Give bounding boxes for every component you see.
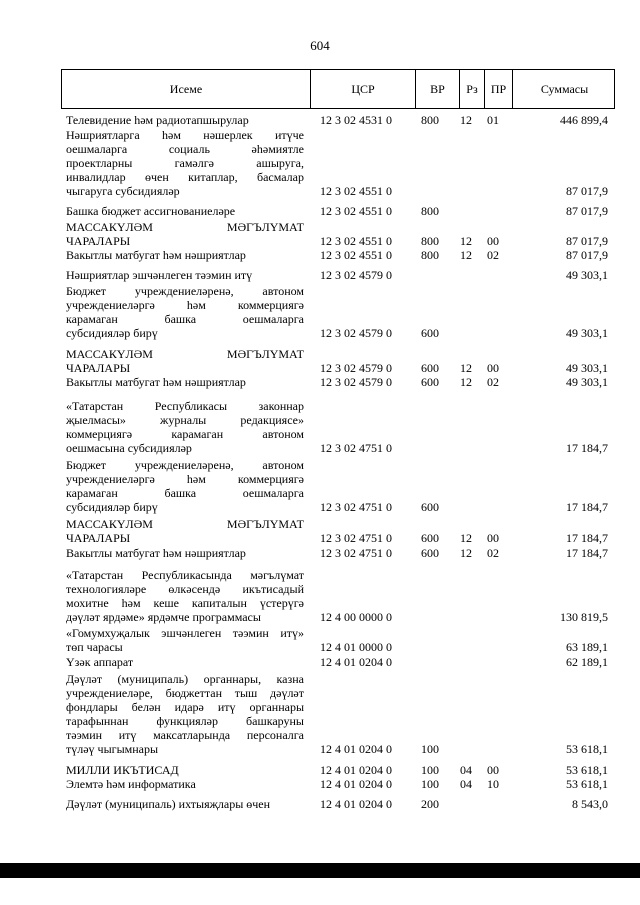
row-vr: 600 bbox=[421, 361, 439, 375]
table-row bbox=[0, 113, 640, 127]
table-row bbox=[0, 284, 640, 340]
row-rz: 12 bbox=[460, 234, 472, 248]
row-name-line: Дәүләт (муниципаль) ихтыяҗлары өчен bbox=[66, 797, 271, 811]
row-sum: 87 017,9 bbox=[566, 184, 608, 198]
row-sum: 49 303,1 bbox=[566, 375, 608, 389]
row-sum: 49 303,1 bbox=[566, 326, 608, 340]
row-name-line: Үзәк аппарат bbox=[66, 655, 134, 669]
row-csr: 12 4 00 0000 0 bbox=[320, 610, 392, 624]
row-sum: 87 017,9 bbox=[566, 204, 608, 218]
row-name-line: тарафыннан функцияләр башкаруны bbox=[66, 714, 304, 728]
row-name bbox=[66, 546, 304, 560]
row-name bbox=[66, 763, 304, 777]
row-csr: 12 4 01 0204 0 bbox=[320, 655, 392, 669]
row-sum: 130 819,5 bbox=[560, 610, 608, 624]
row-vr: 800 bbox=[421, 234, 439, 248]
row-name-line: МИЛЛИ ИКЪТИСАД bbox=[66, 763, 179, 777]
table-row bbox=[0, 458, 640, 514]
row-pr: 00 bbox=[487, 361, 499, 375]
row-name-line: Элемтә һәм информатика bbox=[66, 777, 196, 791]
row-csr: 12 3 02 4551 0 bbox=[320, 204, 392, 218]
row-name-line: Телевидение һәм радиотапшырулар bbox=[66, 113, 249, 127]
table-row bbox=[0, 128, 640, 198]
row-rz: 12 bbox=[460, 248, 472, 262]
row-csr: 12 4 01 0204 0 bbox=[320, 777, 392, 791]
row-name-line: тәэмин итү максатларында персоналга bbox=[66, 728, 304, 742]
row-vr: 600 bbox=[421, 326, 439, 340]
row-csr: 12 3 02 4531 0 bbox=[320, 113, 392, 127]
row-csr: 12 3 02 4579 0 bbox=[320, 268, 392, 282]
table-row bbox=[0, 763, 640, 777]
row-name bbox=[66, 797, 304, 811]
table-row bbox=[0, 672, 640, 756]
row-csr: 12 4 01 0204 0 bbox=[320, 797, 392, 811]
row-name bbox=[66, 777, 304, 791]
row-rz: 12 bbox=[460, 546, 472, 560]
row-name-line: ЧАРАЛАРЫ bbox=[66, 361, 131, 375]
row-csr: 12 4 01 0000 0 bbox=[320, 640, 392, 654]
row-sum: 17 184,7 bbox=[566, 441, 608, 455]
row-name-line: Башка бюджет ассигнованиеләре bbox=[66, 204, 236, 218]
table-row bbox=[0, 375, 640, 389]
row-name-line: субсидияләр бирү bbox=[66, 326, 158, 340]
row-name bbox=[66, 284, 304, 340]
row-sum: 17 184,7 bbox=[566, 546, 608, 560]
row-name bbox=[66, 220, 304, 248]
table-row bbox=[0, 655, 640, 669]
header-pr: ПР bbox=[484, 70, 512, 108]
row-name-line: Нәшриятларга һәм нәшерлек итүче bbox=[66, 128, 304, 142]
row-name bbox=[66, 626, 304, 654]
row-pr: 10 bbox=[487, 777, 499, 791]
row-pr: 00 bbox=[487, 763, 499, 777]
row-vr: 100 bbox=[421, 777, 439, 791]
row-sum: 17 184,7 bbox=[566, 531, 608, 545]
row-vr: 600 bbox=[421, 531, 439, 545]
header-sum: Суммасы bbox=[512, 70, 616, 108]
table-row bbox=[0, 268, 640, 282]
row-csr: 12 3 02 4551 0 bbox=[320, 248, 392, 262]
row-csr: 12 3 02 4551 0 bbox=[320, 184, 392, 198]
row-name-line: учреждениеләргә һәм коммерциягә bbox=[66, 472, 304, 486]
row-sum: 63 189,1 bbox=[566, 640, 608, 654]
row-csr: 12 3 02 4579 0 bbox=[320, 326, 392, 340]
row-name-line: учреждениеләре, бюджеттан тыш дәүләт bbox=[66, 686, 304, 700]
table-row bbox=[0, 248, 640, 262]
row-name-line: төп чарасы bbox=[66, 640, 123, 654]
row-name-line: Вакытлы матбугат һәм нәшриятлар bbox=[66, 375, 246, 389]
row-sum: 49 303,1 bbox=[566, 361, 608, 375]
row-sum: 53 618,1 bbox=[566, 777, 608, 791]
row-csr: 12 3 02 4751 0 bbox=[320, 546, 392, 560]
row-rz: 12 bbox=[460, 113, 472, 127]
table-row bbox=[0, 777, 640, 791]
row-vr: 800 bbox=[421, 248, 439, 262]
row-pr: 02 bbox=[487, 248, 499, 262]
row-vr: 100 bbox=[421, 742, 439, 756]
row-name-line: Вакытлы матбугат һәм нәшриятлар bbox=[66, 546, 246, 560]
row-name bbox=[66, 268, 304, 282]
row-csr: 12 3 02 4579 0 bbox=[320, 361, 392, 375]
row-name-line: учреждениеләргә һәм коммерциягә bbox=[66, 298, 304, 312]
row-name bbox=[66, 517, 304, 545]
row-name-line: түләү чыгымнары bbox=[66, 742, 159, 756]
row-name-line: проектларны гамәлгә ашыруга, bbox=[66, 156, 304, 170]
row-name bbox=[66, 399, 304, 455]
row-name bbox=[66, 204, 304, 218]
row-name-line: оешмасына субсидияләр bbox=[66, 441, 192, 455]
row-pr: 00 bbox=[487, 531, 499, 545]
row-vr: 200 bbox=[421, 797, 439, 811]
row-name bbox=[66, 375, 304, 389]
table-row bbox=[0, 220, 640, 248]
row-pr: 01 bbox=[487, 113, 499, 127]
row-name bbox=[66, 568, 304, 624]
row-rz: 04 bbox=[460, 777, 472, 791]
row-name-line: МАССАКҮЛӘМ МӘГЪЛҮМАТ bbox=[66, 347, 304, 361]
row-name bbox=[66, 655, 304, 669]
row-name-line: карамаган башка оешмаларга bbox=[66, 486, 304, 500]
row-name-line: фондлары белән идарә итү органнары bbox=[66, 700, 304, 714]
row-sum: 53 618,1 bbox=[566, 742, 608, 756]
row-sum: 62 189,1 bbox=[566, 655, 608, 669]
table-row bbox=[0, 546, 640, 560]
row-name-line: җыелмасы» журналы редакциясе» bbox=[66, 413, 304, 427]
row-sum: 53 618,1 bbox=[566, 763, 608, 777]
row-name-line: «Татарстан Республикасында мәгълүмат bbox=[66, 568, 304, 582]
row-name-line: оешмаларга социаль әһәмиятле bbox=[66, 142, 304, 156]
row-name bbox=[66, 458, 304, 514]
row-vr: 100 bbox=[421, 763, 439, 777]
row-pr: 00 bbox=[487, 234, 499, 248]
row-rz: 12 bbox=[460, 531, 472, 545]
row-name bbox=[66, 248, 304, 262]
row-name-line: МАССАКҮЛӘМ МӘГЪЛҮМАТ bbox=[66, 517, 304, 531]
row-sum: 49 303,1 bbox=[566, 268, 608, 282]
row-name-line: Бюджет учреждениеләренә, автоном bbox=[66, 458, 304, 472]
row-name-line: ЧАРАЛАРЫ bbox=[66, 234, 131, 248]
row-name-line: Дәүләт (муниципаль) органнары, казна bbox=[66, 672, 304, 686]
row-vr: 800 bbox=[421, 204, 439, 218]
row-csr: 12 3 02 4551 0 bbox=[320, 234, 392, 248]
scan-border bbox=[0, 863, 640, 878]
row-csr: 12 3 02 4751 0 bbox=[320, 531, 392, 545]
row-name-line: «Татарстан Республикасы законнар bbox=[66, 399, 304, 413]
row-csr: 12 3 02 4751 0 bbox=[320, 500, 392, 514]
row-name-line: мохитне һәм кеше капиталын үстерүгә bbox=[66, 596, 304, 610]
row-rz: 04 bbox=[460, 763, 472, 777]
row-name-line: коммерциягә карамаган автоном bbox=[66, 427, 304, 441]
row-name-line: субсидияләр бирү bbox=[66, 500, 158, 514]
row-name-line: технологияләре өлкәсендә икътисадый bbox=[66, 582, 304, 596]
row-sum: 87 017,9 bbox=[566, 234, 608, 248]
table-row bbox=[0, 517, 640, 545]
row-name-line: Бюджет учреждениеләренә, автоном bbox=[66, 284, 304, 298]
row-name-line: чыгаруга субсидияләр bbox=[66, 184, 180, 198]
page-number: 604 bbox=[310, 38, 330, 53]
table-row bbox=[0, 399, 640, 455]
row-name bbox=[66, 128, 304, 198]
table-row bbox=[0, 568, 640, 624]
header-csr: ЦСР bbox=[310, 70, 415, 108]
row-rz: 12 bbox=[460, 375, 472, 389]
row-name bbox=[66, 347, 304, 375]
row-vr: 600 bbox=[421, 546, 439, 560]
header-vr: ВР bbox=[415, 70, 459, 108]
table-row bbox=[0, 626, 640, 654]
table-row bbox=[0, 797, 640, 811]
row-sum: 8 543,0 bbox=[572, 797, 608, 811]
row-csr: 12 3 02 4751 0 bbox=[320, 441, 392, 455]
header-name: Исеме bbox=[169, 81, 203, 96]
row-pr: 02 bbox=[487, 375, 499, 389]
row-sum: 446 899,4 bbox=[560, 113, 608, 127]
row-vr: 600 bbox=[421, 500, 439, 514]
table-row bbox=[0, 204, 640, 218]
row-name-line: Нәшриятлар эшчәнлеген тәэмин итү bbox=[66, 268, 253, 282]
row-pr: 02 bbox=[487, 546, 499, 560]
row-name-line: ЧАРАЛАРЫ bbox=[66, 531, 131, 545]
row-name-line: дәүләт ярдәме» ярдәмче программасы bbox=[66, 610, 261, 624]
row-name-line: «Гомумхуҗалык эшчәнлеген тәэмин итү» bbox=[66, 626, 304, 640]
row-name-line: карамаган башка оешмаларга bbox=[66, 312, 304, 326]
row-csr: 12 4 01 0204 0 bbox=[320, 742, 392, 756]
table-row bbox=[0, 347, 640, 375]
row-sum: 87 017,9 bbox=[566, 248, 608, 262]
row-name-line: инвалидлар өчен китаплар, басмалар bbox=[66, 170, 304, 184]
row-rz: 12 bbox=[460, 361, 472, 375]
row-csr: 12 4 01 0204 0 bbox=[320, 763, 392, 777]
row-vr: 600 bbox=[421, 375, 439, 389]
row-name bbox=[66, 672, 304, 756]
row-sum: 17 184,7 bbox=[566, 500, 608, 514]
header-rz: Рз bbox=[459, 70, 484, 108]
row-csr: 12 3 02 4579 0 bbox=[320, 375, 392, 389]
row-name-line: МАССАКҮЛӘМ МӘГЪЛҮМАТ bbox=[66, 220, 304, 234]
row-name-line: Вакытлы матбугат һәм нәшриятлар bbox=[66, 248, 246, 262]
row-vr: 800 bbox=[421, 113, 439, 127]
row-name bbox=[66, 113, 304, 127]
